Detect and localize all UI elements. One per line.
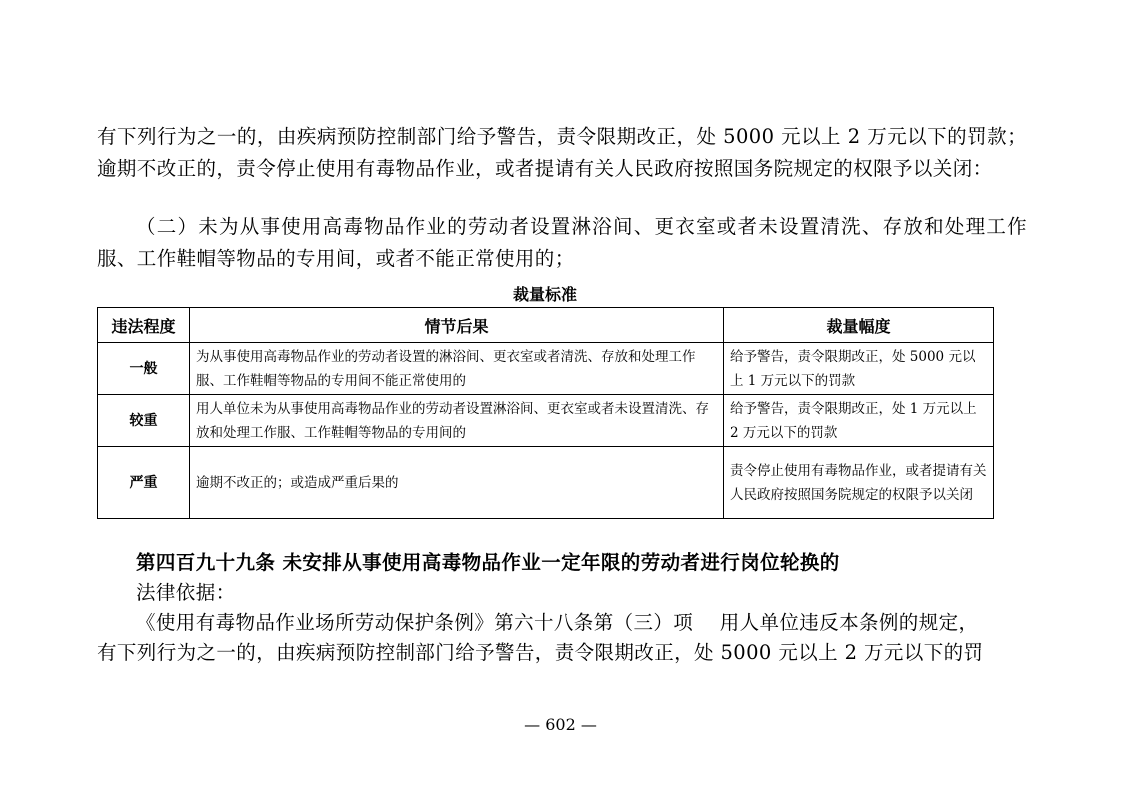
row-penalty: 给予警告，责令限期改正，处 1 万元以上 2 万元以下的罚款: [724, 395, 994, 447]
row-circumstance: 为从事使用高毒物品作业的劳动者设置的淋浴间、更衣室或者清洗、存放和处理工作服、工作鞋帽等物品的专用间不能正常使用的: [190, 343, 724, 395]
row-level: 较重: [98, 395, 190, 447]
row-level: 严重: [98, 447, 190, 519]
article-heading: 第四百九十九条 未安排从事使用高毒物品作业一定年限的劳动者进行岗位轮换的: [136, 551, 840, 574]
table-title: 裁量标准: [512, 285, 577, 304]
row-penalty: 给予警告，责令限期改正，处 5000 元以上 1 万元以下的罚款: [724, 343, 994, 395]
table-row: [98, 343, 994, 395]
header-circumstance: 情节后果: [190, 308, 724, 343]
row-circumstance: 用人单位未为从事使用高毒物品作业的劳动者设置淋浴间、更衣室或者未设置清洗、存放和处理工作服、工作鞋帽等物品的专用间的: [190, 395, 724, 447]
table-row: [98, 447, 994, 519]
header-violation-degree: 违法程度: [98, 308, 190, 343]
legal-citation: 《使用有毒物品作业场所劳动保护条例》第六十八条第（三）项 用人单位违反本条例的规定，: [136, 611, 979, 634]
legal-basis-label: 法律依据：: [136, 581, 236, 604]
paragraph-continuation: 有下列行为之一的，由疾病预防控制部门给予警告，责令限期改正，处 5000 元以上 2 万元以下的罚: [97, 641, 984, 664]
row-circumstance: 逾期不改正的；或造成严重后果的: [190, 447, 724, 519]
paragraph-penalty-clause: 有下列行为之一的，由疾病预防控制部门给予警告，责令限期改正，处 5000 元以上 2 万元以下的罚款；逾期不改正的，责令停止使用有毒物品作业，或者提请有关人民政府按照国务院规定的权限予以关闭：: [97, 125, 1027, 180]
page-number: — 602 —: [524, 715, 597, 734]
table-header-row: [98, 308, 994, 343]
paragraph-item-two: （二）未为从事使用高毒物品作业的劳动者设置淋浴间、更衣室或者未设置清洗、存放和处理工作服、工作鞋帽等物品的专用间，或者不能正常使用的；: [97, 215, 1027, 270]
discretion-standard-table: [97, 307, 994, 519]
row-penalty: 责令停止使用有毒物品作业，或者提请有关人民政府按照国务院规定的权限予以关闭: [724, 447, 994, 519]
header-penalty-range: 裁量幅度: [724, 308, 994, 343]
row-level: 一般: [98, 343, 190, 395]
table-row: [98, 395, 994, 447]
